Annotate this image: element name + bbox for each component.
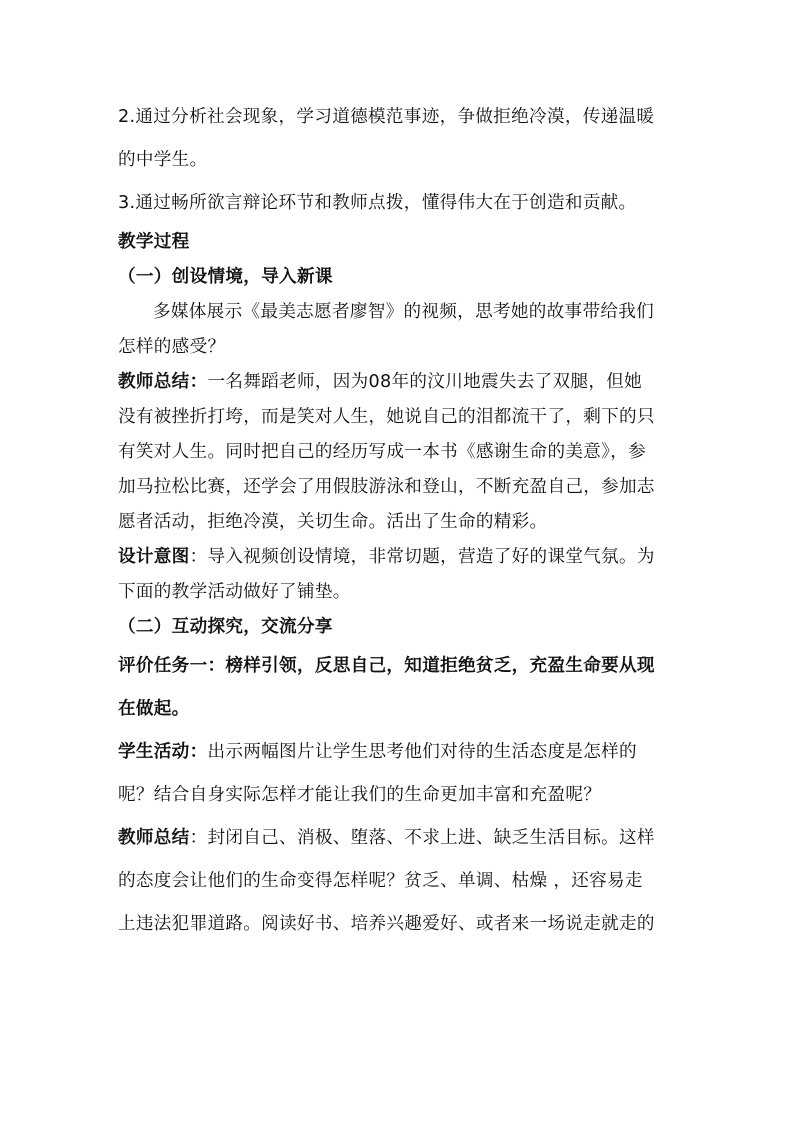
summary2-line3: 上违法犯罪道路。阅读好书、培养兴趣爱好、或者来一场说走就走的 [118,914,655,934]
activity-label: 学生活动： [118,742,208,762]
summary1-line4: 加马拉松比赛，还学会了用假肢游泳和登山，不断充盈自己，参加志 [118,477,655,497]
summary1-label: 教师总结： [118,372,208,392]
goal2-line2: 的中学生。 [118,150,208,170]
intent-line2: 下面的教学活动做好了铺垫。 [118,582,351,602]
task1-line2: 在做起。 [118,699,190,719]
activity-text1: 出示两幅图片让学生思考他们对待的生活态度是怎样的 [207,742,637,762]
summary2-line1 [118,817,676,860]
intent-text1: ：导入视频创设情境，非常切题，营造了好的课堂气氛。为 [189,547,655,567]
summary2-text1: ：封闭自己、消极、堕落、不求上进、缺乏生活目标。这样 [189,828,655,848]
intent-label: 设计意图 [118,547,190,567]
goal2-line1: 2.通过分析社会现象，学习道德模范事迹，争做拒绝冷漠，传递温暖 [118,107,655,127]
summary1-line2: 没有被挫折打垮，而是笑对人生，她说自己的泪都流干了，剩下的只 [118,407,655,427]
section1-para-line1: 多媒体展示《最美志愿者廖智》的视频，思考她的故事带给我们 [153,302,655,322]
intent-line1 [118,540,676,575]
summary2-line2: 的态度会让他们的生命变得怎样呢？贫乏、单调、枯燥 ，还容易走 [118,871,643,891]
summary1-line1 [118,365,676,400]
section1-heading: （一）创设情境，导入新课 [118,267,333,287]
section1-para-line2: 怎样的感受？ [118,337,226,357]
process-heading: 教学过程 [118,232,190,252]
activity-line2: 呢？结合自身实际怎样才能让我们的生命更加丰富和充盈呢？ [118,785,602,805]
task1-line1: 评价任务一：榜样引领，反思自己，知道拒绝贫乏，充盈生命要从现 [118,656,655,676]
activity-line1 [118,731,676,774]
summary1-line3: 有笑对人生。同时把自己的经历写成一本书《感谢生命的美意》，参 [118,442,647,462]
summary1-text1: 一名舞蹈老师，因为08年的汶川地震失去了双腿，但她 [207,372,643,392]
summary2-label: 教师总结 [118,828,190,848]
goal3: 3.通过畅所欲言辩论环节和教师点拨，懂得伟大在于创造和贡献。 [118,193,637,213]
summary1-line5: 愿者活动，拒绝冷漠，关切生命。活出了生命的精彩。 [118,512,548,532]
section2-heading: （二）互动探究，交流分享 [118,617,333,637]
